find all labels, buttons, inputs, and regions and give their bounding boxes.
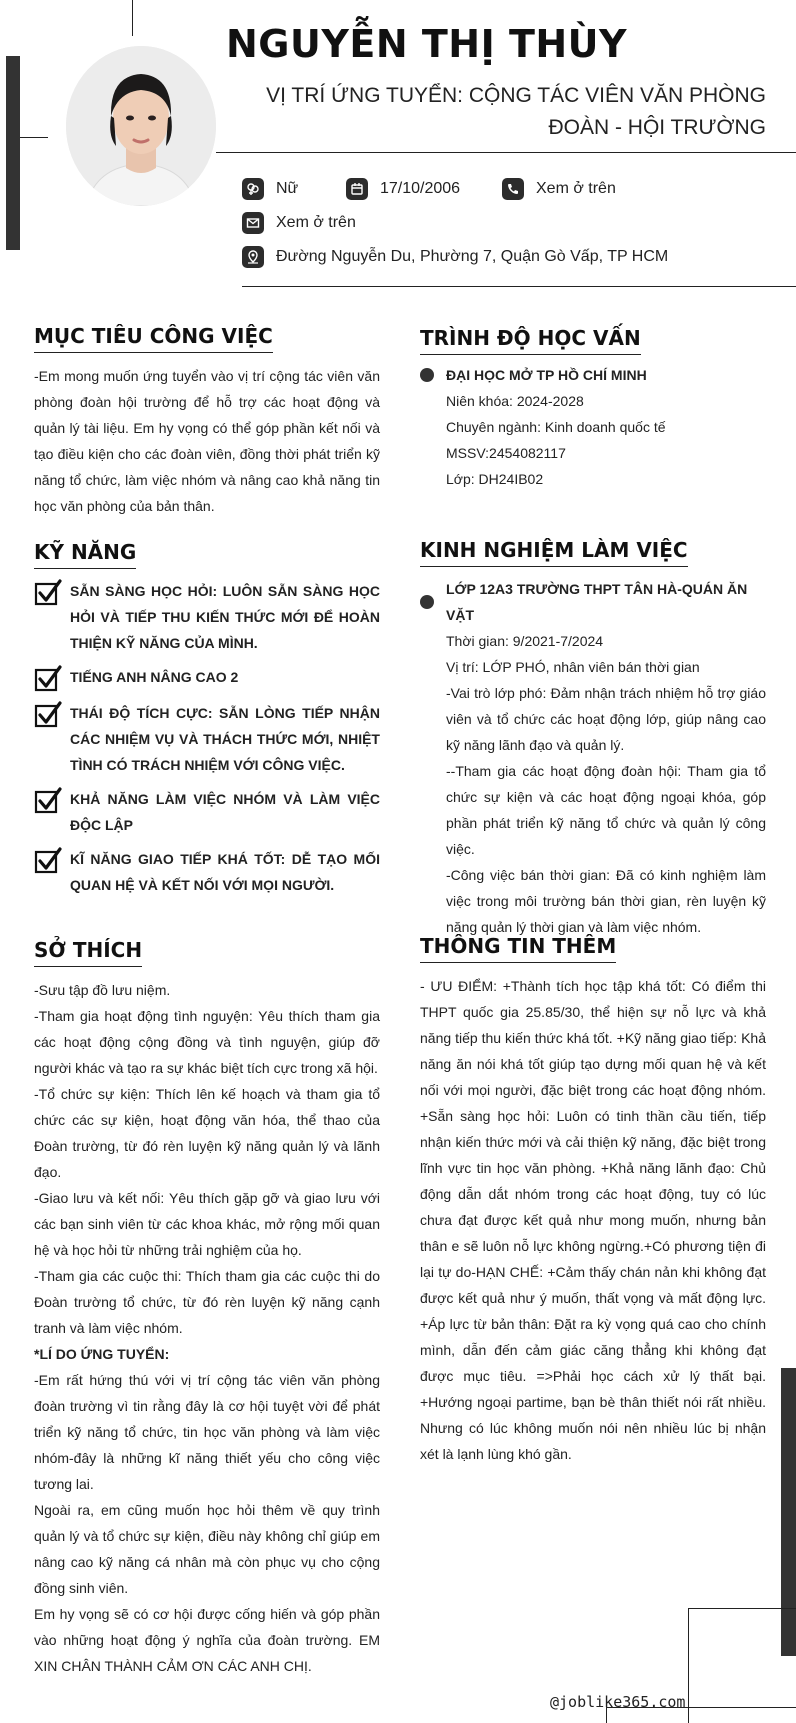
- bottom-box-left: [688, 1608, 689, 1723]
- education-line: Niên khóa: 2024-2028: [446, 393, 584, 409]
- skills-list: [34, 578, 380, 906]
- reason-line: Em hy vọng sẽ có cơ hội được cống hiến và góp phần vào những hoạt động ý nghĩa của đoàn trường. EM XIN CHÂN THÀNH CẢM ƠN CÁC ANH CHỊ.: [34, 1606, 380, 1674]
- bullet-dot: [420, 595, 434, 609]
- checkbox-checked-icon: [34, 578, 62, 606]
- phone-item: [502, 178, 616, 200]
- org-text: LỚP 12A3 TRƯỜNG THPT TÂN HÀ-QUÁN ĂN VẶT: [446, 581, 748, 623]
- left-horizontal-line: [20, 137, 48, 138]
- bottom-box-top: [688, 1608, 796, 1609]
- skill-text: TIẾNG ANH NÂNG CAO 2: [70, 669, 239, 685]
- objective-text: -Em mong muốn ứng tuyển vào vị trí cộng tác viên văn phòng đoàn hội trường để hỗ trợ các hoạt động và quản lý tài liệu. Em hy vọng có thể góp phần kết nối và tạo điều kiện cho các đoàn viên, đồng thời phát triển kỹ năng tổ chức, làm việc nhóm và nâng cao khả năng tin học văn phòng của bản thân.: [34, 368, 380, 514]
- objective-title: MỤC TIÊU CÔNG VIỆC: [34, 324, 273, 353]
- skill-text: KHẢ NĂNG LÀM VIỆC NHÓM VÀ LÀM VIỆC ĐỘC LẬP: [70, 791, 380, 833]
- skills-title: KỸ NĂNG: [34, 540, 136, 569]
- experience-details: [420, 628, 766, 940]
- contact-row-2: [242, 212, 356, 234]
- experience-org: [420, 576, 766, 628]
- header-divider: [216, 152, 796, 153]
- hobby-line: -Sưu tập đồ lưu niệm.: [34, 982, 171, 998]
- gender-icon: [242, 178, 264, 200]
- hobbies-text: [34, 977, 380, 1679]
- checkbox-checked-icon: [34, 846, 62, 874]
- contact-divider: [242, 286, 796, 287]
- birthday-item: [346, 178, 502, 200]
- phone-icon: [502, 178, 524, 200]
- left-accent-bar: [6, 56, 20, 250]
- email-text: Xem ở trên: [276, 214, 356, 231]
- top-vertical-line: [132, 0, 133, 36]
- contact-row-1: [242, 178, 616, 200]
- reason-title: *LÍ DO ỨNG TUYỂN:: [34, 1346, 170, 1362]
- birthday-text: 17/10/2006: [380, 180, 461, 197]
- checkbox-checked-icon: [34, 664, 62, 692]
- phone-text: Xem ở trên: [536, 180, 616, 197]
- checkbox-checked-icon: [34, 700, 62, 728]
- portrait-image: [66, 46, 216, 206]
- bullet-dot: [420, 368, 434, 382]
- email-icon: [242, 212, 264, 234]
- school-text: ĐẠI HỌC MỞ TP HỒ CHÍ MINH: [446, 367, 647, 383]
- calendar-icon: [346, 178, 368, 200]
- watermark: @joblike365.com: [550, 1693, 686, 1711]
- address-item: [242, 246, 668, 268]
- education-title: TRÌNH ĐỘ HỌC VẤN: [420, 326, 641, 355]
- skill-item: [34, 700, 380, 778]
- skill-item: [34, 786, 380, 838]
- experience-line: -Công việc bán thời gian: Đã có kinh nghiệm làm việc trong môi trường bán thời gian, rèn luyện kỹ năng quản lý thời gian và làm việc nhóm.: [446, 867, 766, 935]
- candidate-name: NGUYỄN THỊ THÙY: [226, 22, 628, 66]
- skill-text: KĨ NĂNG GIAO TIẾP KHÁ TỐT: DỄ TẠO MỐI QUAN HỆ VÀ KẾT NỐI VỚI MỌI NGƯỜI.: [70, 851, 380, 893]
- extra-title: THÔNG TIN THÊM: [420, 934, 616, 963]
- applied-position: VỊ TRÍ ỨNG TUYỂN: CỘNG TÁC VIÊN VĂN PHÒNG ĐOÀN - HỘI TRƯỜNG: [266, 84, 766, 139]
- location-icon: [242, 246, 264, 268]
- skill-text: SẴN SÀNG HỌC HỎI: LUÔN SẴN SÀNG HỌC HỎI VÀ TIẾP THU KIẾN THỨC MỚI ĐỂ HOÀN THIỆN KỸ NĂNG CỦA MÌNH.: [70, 583, 380, 651]
- avatar: [66, 46, 216, 206]
- address-text: Đường Nguyễn Du, Phường 7, Quận Gò Vấp, TP HCM: [276, 248, 669, 265]
- skill-text: THÁI ĐỘ TÍCH CỰC: SẴN LÒNG TIẾP NHẬN CÁC NHIỆM VỤ VÀ THÁCH THỨC MỚI, NHIỆT TÌNH CÓ TRÁCH NHIỆM VỚI CÔNG VIỆC.: [70, 705, 380, 773]
- experience-block: [420, 576, 766, 940]
- hobby-line: -Tham gia hoạt động tình nguyện: Yêu thích tham gia các hoạt động cộng đồng và tình nguyện, giúp đỡ người khác và tạo ra sự khác biệt tích cực trong xã hội.: [34, 1008, 380, 1076]
- gender-item: [242, 178, 346, 200]
- experience-title: KINH NGHIỆM LÀM VIỆC: [420, 538, 688, 567]
- experience-line: Thời gian: 9/2021-7/2024: [446, 633, 604, 649]
- skill-item: [34, 664, 380, 692]
- contact-row-3: [242, 246, 668, 268]
- skill-item: [34, 578, 380, 656]
- hobby-line: -Tham gia các cuộc thi: Thích tham gia các cuộc thi do Đoàn trường tổ chức, từ đó rèn luyện kỹ năng cạnh tranh và làm việc nhóm.: [34, 1268, 380, 1336]
- education-line: MSSV:2454082117: [446, 445, 566, 461]
- hobby-line: -Tổ chức sự kiện: Thích lên kế hoạch và tham gia tổ chức các sự kiện, hoạt động văn hóa, thể thao của Đoàn trường, từ đó rèn luyện kỹ năng quản lý và lãnh đạo.: [34, 1086, 380, 1180]
- education-line: Lớp: DH24IB02: [446, 471, 544, 487]
- education-details: [420, 388, 766, 492]
- reason-line: Ngoài ra, em cũng muốn học hỏi thêm về quy trình quản lý và tổ chức sự kiện, điều này không chỉ giúp em nâng cao kỹ năng cá nhân mà còn phục vụ cho cộng đồng sinh viên.: [34, 1502, 380, 1596]
- experience-line: -Vai trò lớp phó: Đảm nhận trách nhiệm hỗ trợ giáo viên và tổ chức các hoạt động lớp, giúp nâng cao kỹ năng lãnh đạo và quản lý.: [446, 685, 766, 753]
- school-name: [420, 362, 766, 388]
- education-block: [420, 362, 766, 492]
- skill-item: [34, 846, 380, 898]
- gender-text: Nữ: [276, 180, 299, 197]
- experience-line: --Tham gia các hoạt động đoàn hội: Tham gia tổ chức sự kiện và các hoạt động ngoại khóa, góp phần phát triển kỹ năng tổ chức và quản lý công việc.: [446, 763, 766, 857]
- email-item: [242, 212, 356, 234]
- hobbies-title: SỞ THÍCH: [34, 938, 142, 967]
- right-accent-bar: [781, 1368, 796, 1656]
- extra-text: - ƯU ĐIỂM: +Thành tích học tập khá tốt: Có điểm thi THPT quốc gia 25.85/30, thể hiện sự nỗ lực và khả năng tiếp thu kiến thức khá tốt. +Kỹ năng giao tiếp: Khả năng ăn nói khá tốt giúp tạo dựng mối quan hệ và kết nối với mọi người, đặc biệt trong các hoạt động nhóm. +Sẵn sàng học hỏi: Luôn có tinh thần cầu tiến, tiếp nhận kiến thức mới và cải thiện kỹ năng, đặc biệt trong lĩnh vực tin học văn phòng. +Khả năng lãnh đạo: Chủ động dẫn dắt nhóm trong các hoạt động, tuy có lúc chưa đạt được kết quả như mong muốn, nhưng bản thân e sẽ luôn nỗ lực không ngừng.+Có phương tiện đi lại tự do-HẠN CHẾ: +Cảm thấy chán nản khi không đạt được kết quả như ý muốn, thất vọng và mất động lực. +Áp lực từ bản thân: Đặt ra kỳ vọng quá cao cho chính mình, dẫn đến cảm giác căng thẳng khi không đạt được mục tiêu. =>Phải học cách xử lý thất bại. +Hướng ngoại partime, bạn bè thân thiết nói rất nhiều. Nhưng có lúc không muốn nói nên nhiều lúc bị nhận xét là lạnh lùng khó gần.: [420, 978, 766, 1462]
- experience-line: Vị trí: LỚP PHÓ, nhân viên bán thời gian: [446, 659, 700, 675]
- checkbox-checked-icon: [34, 786, 62, 814]
- education-line: Chuyên ngành: Kinh doanh quốc tế: [446, 419, 666, 435]
- reason-line: -Em rất hứng thú với vị trí cộng tác viên văn phòng đoàn trường vì tin rằng đây là cơ hội tuyệt vời để phát triển kỹ năng tổ chức, tin học văn phòng và làm việc nhóm-đây là những kĩ năng thiết yếu cho công việc tương lai.: [34, 1372, 380, 1492]
- hobby-line: -Giao lưu và kết nối: Yêu thích gặp gỡ và giao lưu với các bạn sinh viên từ các khoa khác, mở rộng mối quan hệ và học hỏi từ những trải nghiệm của họ.: [34, 1190, 380, 1258]
